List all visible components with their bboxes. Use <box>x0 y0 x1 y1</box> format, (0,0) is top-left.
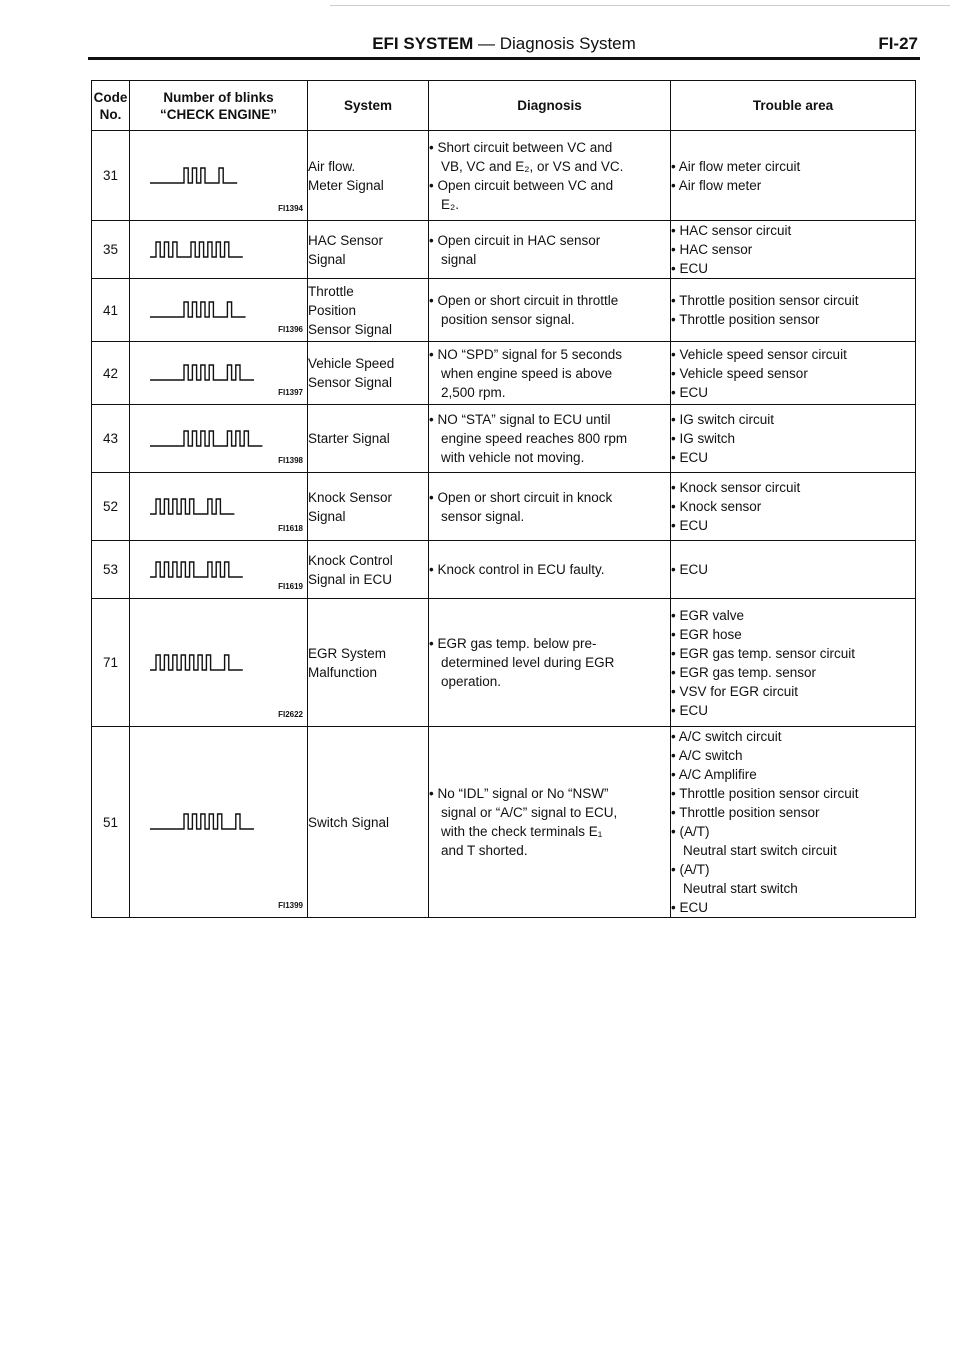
diagnosis-cell <box>429 342 671 405</box>
diagnosis-cell-line: operation. <box>441 674 502 689</box>
diagnosis-cell-line: engine speed reaches 800 rpm <box>441 431 628 446</box>
diagnosis-cell-line: VB, VC and E₂, or VS and VC. <box>441 158 624 174</box>
blink-pattern-icon <box>148 652 288 674</box>
blink-pattern-icon <box>148 299 288 321</box>
code-cell: 43 <box>92 405 130 473</box>
blink-cell <box>130 473 308 541</box>
code-cell: 52 <box>92 473 130 541</box>
header-code: Code No. <box>92 81 130 131</box>
system-cell <box>308 727 429 918</box>
trouble-area-cell-line: • ECU <box>671 261 708 276</box>
figure-number: FI1396 <box>278 325 303 334</box>
diagnosis-cell-line: position sensor signal. <box>441 312 575 327</box>
diagnosis-cell-line: signal <box>441 251 477 267</box>
system-cell-line: Sensor Signal <box>308 375 393 390</box>
code-cell: 41 <box>92 279 130 342</box>
trouble-area-cell-line: Neutral start switch <box>683 881 798 896</box>
blink-pattern-icon <box>148 362 288 384</box>
code-cell: 42 <box>92 342 130 405</box>
page-title-rest: — Diagnosis System <box>473 34 636 53</box>
page-title <box>88 34 920 54</box>
system-cell-line: HAC Sensor <box>308 232 384 248</box>
figure-number: FI2622 <box>278 710 303 719</box>
trouble-area-cell <box>671 727 916 918</box>
trouble-area-cell-line: • Vehicle speed sensor circuit <box>671 346 847 362</box>
blink-cell <box>130 727 308 918</box>
trouble-area-cell-line: • Air flow meter <box>671 177 762 193</box>
trouble-area-cell-line: • EGR hose <box>671 626 742 642</box>
trouble-area-cell <box>671 221 916 279</box>
table-row <box>92 599 916 727</box>
trouble-area-cell-line: Neutral start switch circuit <box>683 843 837 858</box>
table-row <box>92 727 916 918</box>
diagnosis-cell-line: • Short circuit between VC and <box>429 139 613 155</box>
header-system: System <box>308 81 429 131</box>
diagnosis-cell-line: when engine speed is above <box>441 365 613 381</box>
diagnosis-cell <box>429 131 671 221</box>
system-cell-line: Meter Signal <box>308 177 384 193</box>
trouble-area-cell-line: • Air flow meter circuit <box>671 158 801 174</box>
system-cell-line: EGR System <box>308 645 387 661</box>
diagnosis-cell <box>429 541 671 599</box>
trouble-area-cell <box>671 131 916 221</box>
diagnosis-cell-line: • Open or short circuit in throttle <box>429 293 619 308</box>
diagnosis-cell-line: E₂. <box>441 196 459 212</box>
blink-cell <box>130 541 308 599</box>
figure-number: FI1618 <box>278 524 303 533</box>
code-cell: 71 <box>92 599 130 727</box>
diagnosis-cell <box>429 221 671 279</box>
system-cell <box>308 342 429 405</box>
diagnosis-cell-line: signal or “A/C” signal to ECU, <box>441 805 618 820</box>
figure-number: FI1619 <box>278 582 303 591</box>
trouble-area-cell-line: • Vehicle speed sensor <box>671 365 808 381</box>
code-cell: 35 <box>92 221 130 279</box>
system-cell <box>308 541 429 599</box>
trouble-area-cell-line: • Throttle position sensor circuit <box>671 786 859 801</box>
trouble-area-cell-line: • A/C switch circuit <box>671 729 782 744</box>
trouble-area-cell-line: • HAC sensor circuit <box>671 223 792 238</box>
diagnosis-cell-line: • NO “SPD” signal for 5 seconds <box>429 346 623 362</box>
system-cell-line: Vehicle Speed <box>308 356 395 371</box>
blink-cell <box>130 342 308 405</box>
diagnosis-cell-line: • Open circuit between VC and <box>429 177 614 193</box>
diagnosis-cell-line: with the check terminals E₁ <box>441 824 603 839</box>
trouble-area-cell-line: • ECU <box>671 384 708 400</box>
diagnosis-cell <box>429 405 671 473</box>
diagnosis-cell-line: and T shorted. <box>441 843 528 858</box>
diagnosis-cell-line: 2,500 rpm. <box>441 384 506 400</box>
blink-cell <box>130 131 308 221</box>
trouble-area-cell-line: • Knock sensor circuit <box>671 480 801 495</box>
diagnosis-cell-line: • Open or short circuit in knock <box>429 489 613 505</box>
trouble-area-cell-line: • ECU <box>671 518 708 533</box>
system-cell <box>308 279 429 342</box>
trouble-area-cell <box>671 541 916 599</box>
system-cell <box>308 131 429 221</box>
system-cell-line: Switch Signal <box>308 814 390 830</box>
code-cell: 51 <box>92 727 130 918</box>
diagnosis-cell-line: determined level during EGR <box>441 655 615 670</box>
trouble-area-cell <box>671 405 916 473</box>
blink-pattern-icon <box>148 811 288 833</box>
figure-number: FI1398 <box>278 456 303 465</box>
table-row <box>92 405 916 473</box>
trouble-area-cell-line: • (A/T) <box>671 824 710 839</box>
trouble-area-cell <box>671 342 916 405</box>
table-row <box>92 279 916 342</box>
figure-number: FI1397 <box>278 388 303 397</box>
diagnosis-cell-line: • EGR gas temp. below pre- <box>429 636 597 651</box>
trouble-area-cell-line: • Throttle position sensor <box>671 312 820 327</box>
trouble-area-cell-line: • ECU <box>671 562 708 577</box>
top-edge-line <box>330 5 950 6</box>
system-cell <box>308 221 429 279</box>
table-row <box>92 342 916 405</box>
trouble-area-cell-line: • A/C Amplifire <box>671 767 757 782</box>
system-cell-line: Knock Control <box>308 552 393 568</box>
trouble-area-cell-line: • ECU <box>671 900 708 915</box>
trouble-area-cell-line: • EGR valve <box>671 607 744 623</box>
header-blinks: Number of blinks “CHECK ENGINE” <box>130 81 308 131</box>
table-header-row <box>92 81 916 131</box>
system-cell-line: Air flow. <box>308 158 356 174</box>
table-row <box>92 221 916 279</box>
blink-pattern-icon <box>148 239 288 261</box>
code-cell: 31 <box>92 131 130 221</box>
trouble-area-cell-line: • ECU <box>671 450 708 465</box>
diagnosis-cell-line: • NO “STA” signal to ECU until <box>429 412 611 427</box>
trouble-area-cell-line: • IG switch circuit <box>671 412 774 427</box>
system-cell-line: Signal in ECU <box>308 571 393 587</box>
trouble-area-cell-line: • (A/T) <box>671 862 710 877</box>
diagnosis-cell <box>429 279 671 342</box>
trouble-area-cell <box>671 599 916 727</box>
diagnosis-cell-line: • Open circuit in HAC sensor <box>429 232 601 248</box>
diagnosis-cell-line: sensor signal. <box>441 508 525 524</box>
trouble-area-cell-line: • EGR gas temp. sensor circuit <box>671 645 856 661</box>
diagnosis-cell-line: with vehicle not moving. <box>441 450 585 465</box>
table-row <box>92 131 916 221</box>
blink-cell <box>130 279 308 342</box>
page-header <box>88 30 920 60</box>
diagnosis-cell-line: • Knock control in ECU faulty. <box>429 562 605 577</box>
header-trouble-area: Trouble area <box>671 81 916 131</box>
system-cell-line: Throttle <box>308 283 354 299</box>
trouble-area-cell-line: • IG switch <box>671 431 735 446</box>
figure-number: FI1394 <box>278 204 303 213</box>
blink-pattern-icon <box>148 496 288 518</box>
system-cell-line: Position <box>308 302 357 318</box>
diagnosis-cell <box>429 727 671 918</box>
diagnosis-table <box>91 80 916 918</box>
trouble-area-cell <box>671 279 916 342</box>
system-cell-line: Signal <box>308 508 346 524</box>
diagnosis-cell <box>429 599 671 727</box>
system-cell-line: Signal <box>308 251 346 267</box>
figure-number: FI1399 <box>278 901 303 910</box>
table-row <box>92 541 916 599</box>
system-cell-line: Malfunction <box>308 664 378 680</box>
system-cell <box>308 473 429 541</box>
trouble-area-cell-line: • Throttle position sensor circuit <box>671 293 859 308</box>
blink-cell <box>130 599 308 727</box>
header-rule <box>88 57 920 60</box>
header-diagnosis: Diagnosis <box>429 81 671 131</box>
trouble-area-cell-line: • Throttle position sensor <box>671 805 820 820</box>
system-cell-line: Knock Sensor <box>308 489 393 505</box>
blink-cell <box>130 221 308 279</box>
system-cell-line: Starter Signal <box>308 431 390 446</box>
trouble-area-cell-line: • ECU <box>671 702 708 718</box>
trouble-area-cell-line: • VSV for EGR circuit <box>671 683 799 699</box>
trouble-area-cell <box>671 473 916 541</box>
diagnosis-cell-line: • No “IDL” signal or No “NSW” <box>429 786 609 801</box>
trouble-area-cell-line: • HAC sensor <box>671 242 753 257</box>
blink-pattern-icon <box>148 165 288 187</box>
system-cell <box>308 405 429 473</box>
page-title-bold: EFI SYSTEM <box>372 34 474 53</box>
trouble-area-cell-line: • Knock sensor <box>671 499 762 514</box>
blink-pattern-icon <box>148 559 288 581</box>
trouble-area-cell-line: • EGR gas temp. sensor <box>671 664 817 680</box>
table-row <box>92 473 916 541</box>
diagnosis-cell <box>429 473 671 541</box>
system-cell-line: Sensor Signal <box>308 321 393 337</box>
blink-cell <box>130 405 308 473</box>
system-cell <box>308 599 429 727</box>
code-cell: 53 <box>92 541 130 599</box>
page-number: FI-27 <box>878 34 918 53</box>
blink-pattern-icon <box>148 428 288 450</box>
trouble-area-cell-line: • A/C switch <box>671 748 743 763</box>
